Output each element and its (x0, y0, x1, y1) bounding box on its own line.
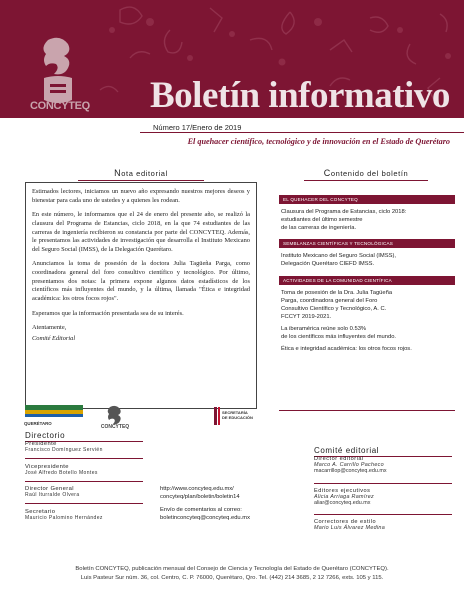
comite-name: Marco A. Carrillo Pacheco (314, 462, 384, 468)
contents-line: Instituto Mexicano del Seguro Social (IMSS), (281, 253, 397, 260)
tagline: El quehacer científico, tecnológico y de innovación en el Estado de Querétaro (187, 137, 450, 146)
directorio-name: Raúl Iturralde Olvera (25, 492, 80, 498)
concyteq-wordmark: CONCYTEQ (30, 100, 90, 112)
page-title: Boletín informativo (150, 75, 450, 116)
contents-heading: Contenido del boletín (304, 168, 428, 181)
queretaro-label: QUERÉTARO (24, 421, 52, 426)
comite-email-link[interactable]: aliar@concyteq.edu.mx (314, 500, 371, 506)
comite-entry (314, 456, 452, 474)
directorio-role: Director General (25, 486, 74, 492)
sedeq-logo-icon (214, 405, 254, 429)
comite-email-link[interactable]: macarrillop@concyteq.edu.mx (314, 468, 387, 474)
contents-section-bar: SEMBLANZAS CIENTÍFICAS Y TECNOLÓGICAS (279, 239, 455, 248)
contents-item[interactable] (279, 252, 455, 268)
footer-line: Boletín CONCYTEQ, publicación mensual del Consejo de Ciencia y Tecnología del Estado de Querétaro (CONCYTEQ). (75, 566, 389, 572)
contents-line: estudiantes del último semestre (281, 217, 363, 224)
comite-divider (314, 483, 452, 484)
contact-intro: Envío de comentarios al correo: (160, 507, 242, 513)
editorial-sign: Atentamente, (32, 324, 67, 332)
contents-section-bar: EL QUEHACER DEL CONCYTEQ (279, 195, 455, 204)
contents-line: FCCYT 2019-2021. (281, 313, 332, 320)
contents-line: Consultivo Científico y Tecnológico, A. C. (281, 305, 387, 312)
contents-list (279, 195, 455, 360)
directorio-entry (25, 486, 143, 498)
contact-block (160, 507, 280, 523)
svg-text:CONCYTEQ: CONCYTEQ (100, 424, 130, 429)
svg-text:DE EDUCACIÓN: DE EDUCACIÓN (222, 415, 253, 420)
editorial-heading: Nota editorial (78, 168, 204, 181)
contents-line: Toma de posesión de la Dra. Julia Tagüeña (281, 289, 393, 296)
comite-divider (314, 514, 452, 515)
directorio-divider (25, 481, 143, 482)
comite-role: Editores ejecutivos (314, 488, 371, 494)
directorio-heading: Directorio (25, 431, 143, 442)
svg-text:SECRETARÍA: SECRETARÍA (222, 410, 248, 415)
comite-entry (314, 488, 452, 506)
editorial-paragraph: Estimados lectores, iniciamos un nuevo año expresando nuestros mejores deseos y bienestar para cada uno de ustedes y a quienes les rodean. (32, 188, 250, 204)
directorio-role: Presidente (25, 441, 57, 447)
contents-divider (279, 410, 455, 411)
comite-entry (314, 519, 452, 531)
footer (0, 565, 464, 582)
directorio-name: Francisco Domínguez Servién (25, 447, 103, 453)
concyteq-small-logo-icon (96, 405, 134, 429)
boletin-link[interactable] (160, 486, 280, 502)
boletin-url-line: http://www.concyteq.edu.mx/ (160, 486, 234, 492)
contents-line: Clausura del Programa de Estancias, ciclo 2018: (281, 209, 407, 215)
comite-heading: Comité editorial (314, 446, 452, 457)
directorio-role: Secretario (25, 509, 56, 515)
directorio-role: Vicepresidente (25, 464, 69, 470)
directorio-entry (25, 464, 143, 476)
contents-line: de las carreras de ingeniería. (281, 225, 357, 232)
directorio-name: José Alfredo Botello Montes (25, 470, 98, 476)
directorio-entry (25, 441, 143, 453)
directorio-name: Mauricio Palomino Hernández (25, 515, 103, 521)
contents-section-bar: ACTIVIDADES DE LA COMUNIDAD CIENTÍFICA (279, 276, 455, 285)
editorial-sign-role: Comité Editorial (32, 334, 76, 342)
comite-name: Mario Luis Álvarez Medina (314, 525, 386, 531)
contents-line: Parga, coordinadora general del Foro (281, 297, 378, 304)
contents-line: La iberamérica reúne solo 0.53% (281, 325, 367, 332)
footer-line: Luis Pasteur Sur núm. 36, col. Centro, C. P. 76000, Querétaro, Qro. Tel. (442) 214 3685, 2 12 7266, exts. 105 y 115. (80, 574, 384, 581)
comite-name: Alicia Arriaga Ramírez (314, 494, 375, 500)
directorio-divider (25, 458, 143, 459)
boletin-url-line: concyteq/plan/boletin/boletin14 (160, 493, 240, 500)
masthead (0, 0, 464, 118)
editorial-paragraph: Anunciamos la toma de posesión de la doctora Julia Tagüeña Parga, como coordinadora general del foro consultivo científico y tecnológico. Por último, presentamos dos notas: la primera expone algunos datos estadísticos de los científicos más influyentes del mundo, y la última, llamada "Ética e integridad académica: los otros focos rojos". (32, 260, 250, 303)
contents-item[interactable] (279, 208, 455, 232)
contents-line: Ética e integridad académica: los otros focos rojos. (281, 346, 412, 353)
directorio-entry (25, 509, 143, 521)
contact-email-link[interactable]: boletinconcyteq@concyteq.edu.mx (160, 514, 250, 521)
directorio-divider (25, 503, 143, 504)
editorial-box (25, 182, 257, 409)
comite-role: Correctores de estilo (314, 519, 377, 525)
issue-number: Número 17/Enero de 2019 (153, 123, 242, 132)
contents-line: Delegación Querétaro CIEFD IMSS. (281, 261, 375, 268)
editorial-paragraph: Esperamos que la información presentada sea de su interés. (32, 309, 184, 317)
contents-line: de los científicos más influyentes del mundo. (281, 334, 397, 341)
editorial-paragraph: En este número, le informamos que el 24 de enero del presente año, se realizó la clausura del Programa de Estancias, ciclo 2018, en la que 74 estudiantes de las carreras de ingeniería recibieron su constancia por parte del CONCYTEQ. Además, le presentamos las actividades de investigación que desarrolla el Instituto Mexicano del Seguro Social (IMSS), de la Delegación Querétaro. (32, 211, 250, 253)
contents-item[interactable] (279, 289, 455, 354)
comite-role: Director editorial (314, 456, 364, 462)
